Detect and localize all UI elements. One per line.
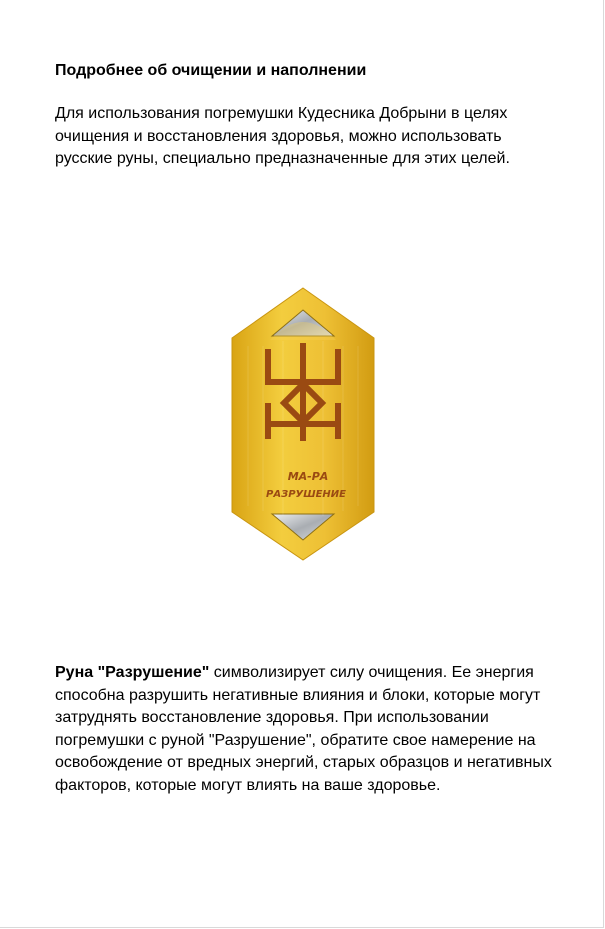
rune-amulet-image [228, 286, 378, 562]
rune-name: Руна "Разрушение" [55, 664, 210, 681]
section-heading: Подробнее об очищении и наполнении [55, 62, 367, 79]
rune-paragraph [55, 662, 555, 797]
amulet-label-top: МА-РА [287, 470, 329, 483]
rune-description: символизирует силу очищения. Ее энергия способна разрушить негативные влияния и блоки, которые могут затруднять восстановление здоровья. При использовании погремушки с руной "Разрушение", обратите свое намерение на освобождение от вредных энергий, старых образцов и негативных факторов, которые могут влиять на ваше здоровье. [55, 664, 552, 794]
amulet-label-bottom: РАЗРУШЕНИЕ [266, 489, 346, 500]
intro-paragraph: Для использования погремушки Кудесника Добрыни в целях очищения и восстановления здоровья, можно использовать русские руны, специально предназначенные для этих целей. [55, 105, 510, 167]
